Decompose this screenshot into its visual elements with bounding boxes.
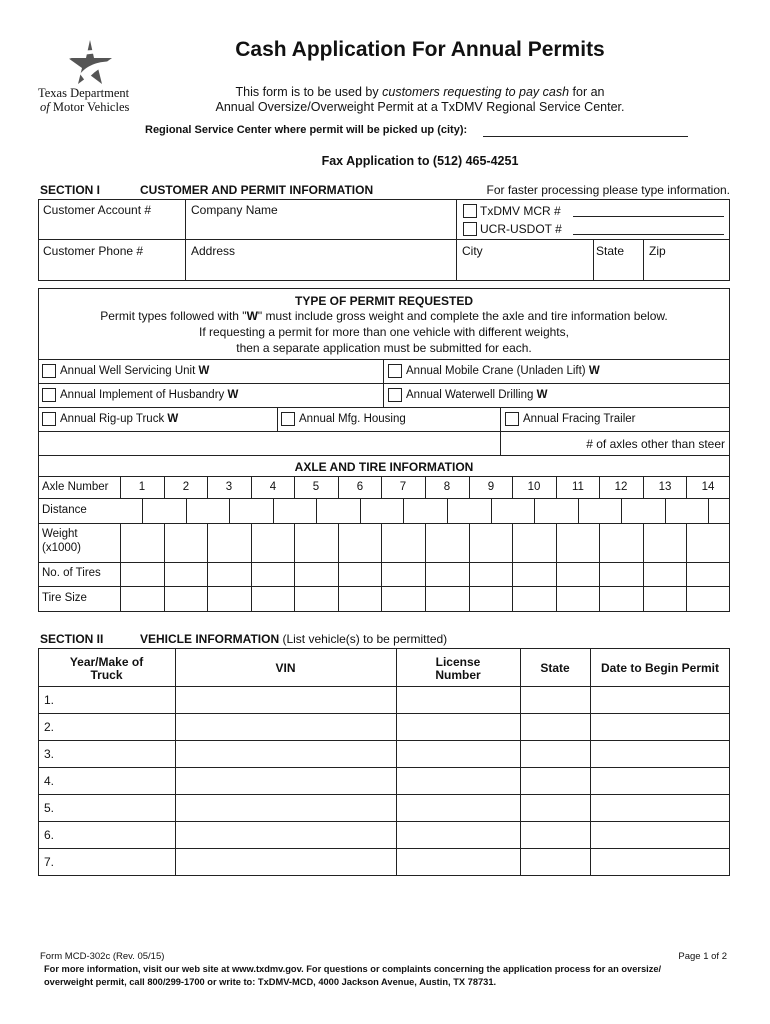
fracing-checkbox[interactable] xyxy=(505,412,519,426)
agency-name-rest: Motor Vehicles xyxy=(52,100,130,114)
axle-col-divider xyxy=(643,523,644,612)
section2-title: VEHICLE INFORMATION xyxy=(140,632,280,646)
distance-col-divider xyxy=(534,498,535,523)
axle-number: 4 xyxy=(269,481,277,493)
axle-number: 13 xyxy=(658,481,672,493)
weight-marker: W xyxy=(536,389,548,401)
distance-col-divider xyxy=(578,498,579,523)
instruction-pre: Permit types followed with " xyxy=(100,309,247,323)
distance-col-divider xyxy=(708,498,709,523)
axle-col-divider xyxy=(469,523,470,612)
vehicle-row-number[interactable]: 7. xyxy=(44,855,55,869)
vehicle-row-number[interactable]: 5. xyxy=(44,801,55,815)
address-field[interactable]: Address xyxy=(191,244,236,258)
axle-number: 1 xyxy=(138,481,146,493)
weight-label-1: Weight xyxy=(42,528,78,540)
distance-col-divider xyxy=(186,498,187,523)
axle-number-label: Axle Number xyxy=(42,481,109,493)
intro-line2: Annual Oversize/Overweight Permit at a TxDMV Regional Service Center. xyxy=(215,100,625,114)
col-date-begin: Date to Begin Permit xyxy=(600,661,720,675)
customer-account-field[interactable]: Customer Account # xyxy=(43,203,152,217)
weight-marker: W xyxy=(167,413,179,425)
vehicle-row-number[interactable]: 1. xyxy=(44,693,55,707)
mobile-crane-checkbox[interactable] xyxy=(388,364,402,378)
mcr-label: TxDMV MCR # xyxy=(480,204,561,218)
divider xyxy=(38,239,730,240)
footer-info-2: overweight permit, call 800/299-1700 or write to: TxDMV-MCD, 4000 Jackson Avenue, Austin, TX 78731. xyxy=(44,977,497,987)
rigup-label: Annual Rig-up Truck xyxy=(60,413,165,425)
divider xyxy=(643,240,644,281)
divider xyxy=(38,431,730,432)
rigup-option xyxy=(60,413,178,425)
axle-col-divider xyxy=(381,523,382,612)
intro-pre: This form is to be used by xyxy=(235,85,379,99)
weight-marker: W xyxy=(198,365,210,377)
agency-logo xyxy=(36,38,146,118)
permit-type-instruction-2: If requesting a permit for more than one vehicle with different weights, xyxy=(199,325,569,339)
mcr-checkbox[interactable] xyxy=(463,204,477,218)
tires-label: No. of Tires xyxy=(42,567,101,579)
waterwell-checkbox[interactable] xyxy=(388,388,402,402)
mfg-housing-label: Annual Mfg. Housing xyxy=(299,413,406,425)
permit-type-instruction-1 xyxy=(38,309,730,323)
divider xyxy=(38,407,730,408)
weight-marker: W xyxy=(227,389,239,401)
axle-col-divider xyxy=(294,523,295,612)
distance-col-divider xyxy=(621,498,622,523)
axle-number: 10 xyxy=(527,481,541,493)
divider xyxy=(38,562,730,563)
distance-col-divider xyxy=(229,498,230,523)
divider xyxy=(38,740,730,741)
divider xyxy=(456,199,457,281)
vehicle-row-number[interactable]: 2. xyxy=(44,720,55,734)
axle-col-divider xyxy=(512,523,513,612)
axle-number: 14 xyxy=(701,481,715,493)
divider xyxy=(38,523,730,524)
divider xyxy=(38,383,730,384)
vehicle-table xyxy=(38,648,730,876)
waterwell-option xyxy=(406,389,547,401)
pickup-city-label: Regional Service Center where permit will be picked up (city): xyxy=(145,124,468,136)
state-field[interactable]: State xyxy=(596,244,625,258)
distance-col-divider xyxy=(316,498,317,523)
agency-name-line2 xyxy=(40,100,129,115)
customer-phone-field[interactable]: Customer Phone # xyxy=(43,244,144,258)
axle-col-divider xyxy=(338,523,339,612)
intro-post: for an xyxy=(572,85,605,99)
well-servicing-option xyxy=(60,365,209,377)
axle-col-divider xyxy=(599,523,600,612)
divider xyxy=(38,767,730,768)
pickup-city-field[interactable] xyxy=(483,136,688,137)
col-year-make-2: Truck xyxy=(90,668,123,682)
intro-line1 xyxy=(190,85,650,99)
col-vin: VIN xyxy=(275,661,296,675)
vehicle-row-number[interactable]: 6. xyxy=(44,828,55,842)
axle-number: 3 xyxy=(225,481,233,493)
axle-number: 2 xyxy=(182,481,190,493)
well-servicing-label: Annual Well Servicing Unit xyxy=(60,365,196,377)
husbandry-checkbox[interactable] xyxy=(42,388,56,402)
distance-col-divider xyxy=(273,498,274,523)
weight-label-2: (x1000) xyxy=(42,542,81,554)
husbandry-label: Annual Implement of Husbandry xyxy=(60,389,225,401)
vehicle-row-number[interactable]: 3. xyxy=(44,747,55,761)
usdot-checkbox[interactable] xyxy=(463,222,477,236)
permit-type-instruction-3: then a separate application must be submitted for each. xyxy=(236,341,532,355)
page-title: Cash Application For Annual Permits xyxy=(235,38,605,61)
mobile-crane-option xyxy=(406,365,600,377)
divider xyxy=(38,848,730,849)
agency-name-line1: Texas Department xyxy=(38,86,130,100)
form-id: Form MCD-302c (Rev. 05/15) xyxy=(40,951,165,962)
divider xyxy=(38,686,730,687)
star-logo-icon xyxy=(36,38,146,88)
well-servicing-checkbox[interactable] xyxy=(42,364,56,378)
col-year-make-1: Year/Make of xyxy=(69,655,144,669)
divider xyxy=(520,648,521,876)
distance-col-divider xyxy=(142,498,143,523)
divider xyxy=(590,648,591,876)
section2-number: SECTION II xyxy=(40,632,104,646)
divider xyxy=(38,455,730,456)
usdot-field[interactable] xyxy=(573,234,724,235)
axle-col-divider xyxy=(207,523,208,612)
section1-note: For faster processing please type information. xyxy=(486,183,730,197)
weight-marker: W xyxy=(588,365,600,377)
permit-type-title: TYPE OF PERMIT REQUESTED xyxy=(294,294,474,308)
distance-col-divider xyxy=(447,498,448,523)
section2-heading xyxy=(140,632,447,646)
instruction-post: " must include gross weight and complete the axle and tire information below. xyxy=(257,309,668,323)
tire-size-label: Tire Size xyxy=(42,592,87,604)
distance-col-divider xyxy=(403,498,404,523)
company-name-field[interactable]: Company Name xyxy=(191,203,278,217)
divider xyxy=(38,821,730,822)
section2-note: (List vehicle(s) to be permitted) xyxy=(282,632,448,646)
col-license-2: Number xyxy=(435,668,481,682)
agency-name-of: of xyxy=(40,100,50,114)
distance-col-divider xyxy=(360,498,361,523)
axle-title: AXLE AND TIRE INFORMATION xyxy=(294,460,474,474)
section1-number: SECTION I xyxy=(40,183,101,197)
usdot-label: UCR-USDOT # xyxy=(480,222,562,236)
axle-number: 11 xyxy=(572,481,584,493)
instruction-w: W xyxy=(246,309,258,323)
zip-field[interactable]: Zip xyxy=(649,244,666,258)
divider xyxy=(185,199,186,281)
axle-number: 9 xyxy=(487,481,495,493)
fracing-label: Annual Fracing Trailer xyxy=(523,413,636,425)
mcr-field[interactable] xyxy=(573,216,724,217)
divider xyxy=(277,407,278,431)
axle-number: 7 xyxy=(399,481,407,493)
col-license-1: License xyxy=(435,655,481,669)
divider xyxy=(38,359,730,360)
divider xyxy=(500,407,501,455)
fax-line: Fax Application to (512) 465-4251 xyxy=(321,154,519,168)
distance-col-divider xyxy=(665,498,666,523)
vehicle-row-number[interactable]: 4. xyxy=(44,774,55,788)
divider xyxy=(383,359,384,407)
divider xyxy=(38,713,730,714)
divider xyxy=(38,794,730,795)
page-number: Page 1 of 2 xyxy=(678,951,727,962)
intro-italic: customers requesting to pay cash xyxy=(382,85,570,99)
axle-number: 5 xyxy=(312,481,320,493)
axle-number: 8 xyxy=(443,481,451,493)
mobile-crane-label: Annual Mobile Crane (Unladen Lift) xyxy=(406,365,586,377)
divider xyxy=(175,648,176,876)
distance-col-divider xyxy=(491,498,492,523)
axle-col-divider xyxy=(164,523,165,612)
mfg-housing-checkbox[interactable] xyxy=(281,412,295,426)
divider xyxy=(396,648,397,876)
axle-col-divider xyxy=(686,523,687,612)
rigup-checkbox[interactable] xyxy=(42,412,56,426)
axle-number: 12 xyxy=(614,481,628,493)
axle-col-divider xyxy=(556,523,557,612)
axle-number: 6 xyxy=(356,481,364,493)
waterwell-label: Annual Waterwell Drilling xyxy=(406,389,534,401)
axle-col-divider xyxy=(120,523,121,612)
divider xyxy=(38,476,730,477)
col-state: State xyxy=(540,661,570,675)
distance-label: Distance xyxy=(42,504,87,516)
husbandry-option xyxy=(60,389,238,401)
city-field[interactable]: City xyxy=(462,244,483,258)
axle-col-divider xyxy=(251,523,252,612)
divider xyxy=(593,240,594,281)
footer-info-1: For more information, visit our web site at www.txdmv.gov. For questions or complaints concerning the application process for an oversize/ xyxy=(44,964,662,974)
divider xyxy=(38,586,730,587)
axle-col-divider xyxy=(425,523,426,612)
axles-other-than-steer-field[interactable]: # of axles other than steer xyxy=(586,437,725,451)
section1-title: CUSTOMER AND PERMIT INFORMATION xyxy=(140,183,374,197)
